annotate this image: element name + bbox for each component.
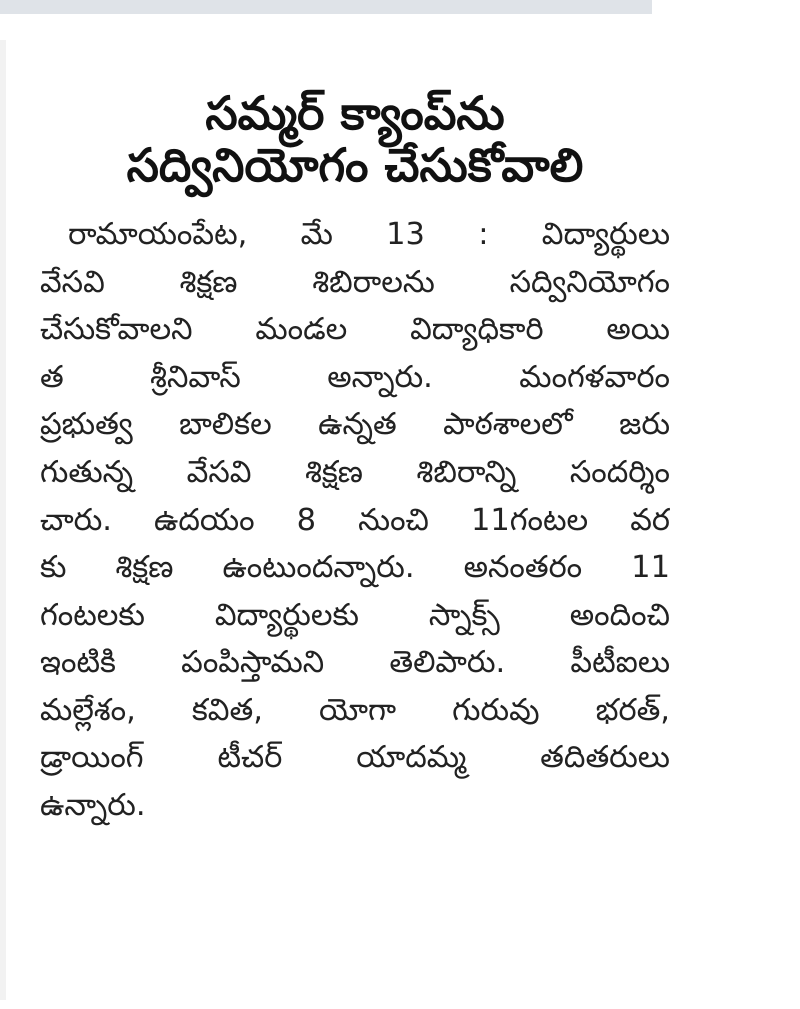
body-line: మల్లేశం, కవిత, యోగా గురువు భరత్, <box>40 692 670 728</box>
headline-line-1: సమ్మర్ క్యాంప్‌ను <box>205 86 505 140</box>
article-headline <box>40 88 670 191</box>
body-line: గంటలకు విద్యార్థులకు స్నాక్స్ అందించి <box>40 597 670 633</box>
body-line: కు శిక్షణ ఉంటుందన్నారు. అనంతరం 11 <box>40 550 670 586</box>
top-border-strip <box>0 0 652 14</box>
news-article <box>40 88 670 830</box>
body-line: వేసవి శిక్షణ శిబిరాలను సద్వినియోగం <box>40 264 670 300</box>
left-column-rule <box>0 40 6 1000</box>
body-line: చేసుకోవాలని మండల విద్యాధికారి అయి <box>40 312 670 348</box>
body-line: గుతున్న వేసవి శిక్షణ శిబిరాన్ని సందర్శిం <box>40 454 670 490</box>
body-line: ఉన్నారు. <box>40 787 146 823</box>
article-body <box>40 211 670 830</box>
body-line: త శ్రీనివాస్ అన్నారు. మంగళవారం <box>40 359 670 395</box>
body-line: చారు. ఉదయం 8 నుంచి 11గంటల వర <box>40 502 670 538</box>
body-line: రామాయంపేట, మే 13 : విద్యార్థులు <box>68 217 670 253</box>
body-line: ఇంటికి పంపిస్తామని తెలిపారు. పీటీఐలు <box>40 645 670 681</box>
body-line: డ్రాయింగ్ టీచర్ యాదమ్మ తదితరులు <box>40 740 670 776</box>
headline-line-2: సద్వినియోగం చేసుకోవాలి <box>126 137 584 192</box>
body-line: ప్రభుత్వ బాలికల ఉన్నత పాఠశాలలో జరు <box>40 407 670 443</box>
